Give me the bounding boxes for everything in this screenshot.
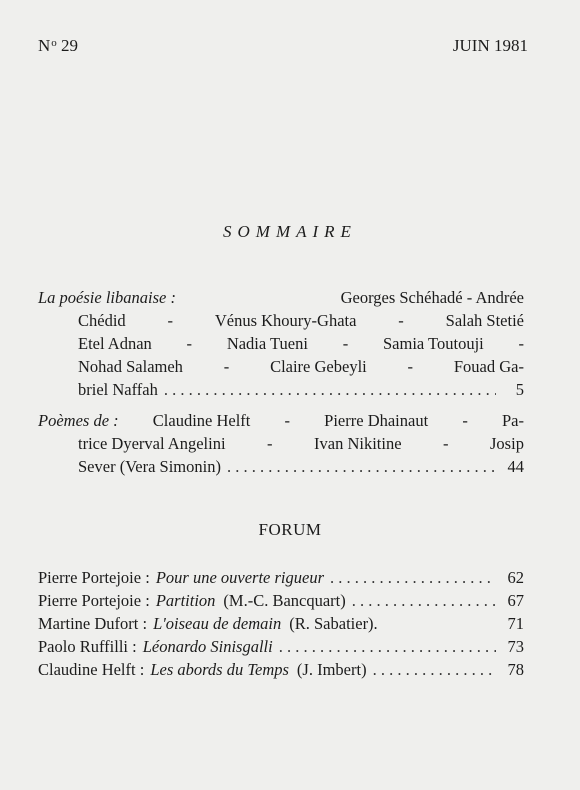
forum-list xyxy=(38,566,524,681)
forum-heading: FORUM xyxy=(258,520,322,539)
page-number: 5 xyxy=(515,380,524,399)
toc-text: - xyxy=(518,334,524,353)
toc-text: - xyxy=(223,357,230,376)
forum-entry xyxy=(38,658,524,681)
toc-line xyxy=(38,332,524,355)
entry-title: Les abords du Temps xyxy=(150,660,289,679)
entry-reviewer: (R. Sabatier). xyxy=(289,614,378,633)
page-number: 44 xyxy=(507,457,524,476)
toc-text: - xyxy=(342,334,349,353)
toc-line xyxy=(38,409,524,432)
entry-title: Léonardo Sinisgalli xyxy=(142,637,273,656)
entry-title: Pour une ouverte rigueur xyxy=(155,568,324,587)
toc-text: Nadia Tueni xyxy=(226,334,308,353)
toc-text: Claudine Helft xyxy=(152,411,251,430)
toc-text: Etel Adnan xyxy=(78,334,152,353)
toc-text: Fouad Ga- xyxy=(453,357,524,376)
entry-author: Pierre Portejoie : xyxy=(38,591,150,610)
entry-reviewer: (J. Imbert) xyxy=(296,660,367,679)
leader-dots xyxy=(373,658,496,681)
toc-text: - xyxy=(284,411,291,430)
issue-date: JUIN 1981 xyxy=(452,36,528,55)
forum-entry xyxy=(38,589,524,612)
entry-title: L'oiseau de demain xyxy=(153,614,282,633)
toc-text: Salah Stetié xyxy=(445,311,524,330)
toc-line xyxy=(38,455,524,478)
leader-dots xyxy=(227,455,496,478)
toc-line xyxy=(38,432,524,455)
entry-author: Claudine Helft : xyxy=(38,660,145,679)
forum-entry xyxy=(38,612,524,635)
toc-line xyxy=(38,309,524,332)
toc-text: - xyxy=(462,411,468,430)
toc-line xyxy=(38,378,524,401)
section-label: Poèmes de : xyxy=(38,411,119,430)
page-number: 71 xyxy=(507,614,524,633)
toc-text: - xyxy=(167,311,174,330)
toc-text: Pa- xyxy=(501,411,524,430)
issue-prefix: N xyxy=(38,36,51,55)
toc-text: Pierre Dhainaut xyxy=(324,411,429,430)
toc-text: Chédid xyxy=(78,311,126,330)
issue-number xyxy=(38,36,78,56)
toc-line-text: Georges Schéhadé - Andrée xyxy=(340,288,524,307)
page-number: 78 xyxy=(507,660,524,679)
toc-text: Ivan Nikitine xyxy=(314,434,402,453)
toc-text: - xyxy=(443,434,449,453)
toc-text: - xyxy=(186,334,193,353)
leader-dots xyxy=(164,378,496,401)
toc-text: Nohad Salameh xyxy=(78,357,183,376)
entry-reviewer: (M.-C. Bancquart) xyxy=(223,591,346,610)
issue-sup: o xyxy=(51,37,57,49)
entry-author: Paolo Ruffilli : xyxy=(38,637,137,656)
toc-text: Claire Gebeyli xyxy=(270,357,367,376)
toc-text: trice Dyerval Angelini xyxy=(78,434,226,453)
forum-entry xyxy=(38,635,524,658)
entry-author: Martine Dufort : xyxy=(38,614,148,633)
leader-dots xyxy=(330,566,496,589)
entry-title: Partition xyxy=(155,591,216,610)
sommaire-heading: SOMMAIRE xyxy=(223,222,357,241)
toc-text: Samia Toutouji xyxy=(382,334,484,353)
toc-text: briel Naffah xyxy=(78,380,158,399)
section-label: La poésie libanaise : xyxy=(38,288,176,307)
leader-dots xyxy=(279,635,496,658)
toc-line xyxy=(38,355,524,378)
toc-entry-poesie-libanaise xyxy=(38,286,524,401)
page-number: 67 xyxy=(507,591,524,610)
toc-text: - xyxy=(407,357,414,376)
page-number: 62 xyxy=(507,568,524,587)
toc-text: - xyxy=(398,311,404,330)
issue-number-value: 29 xyxy=(61,36,79,55)
forum-entry xyxy=(38,566,524,589)
toc-text: Sever (Vera Simonin) xyxy=(78,457,221,476)
entry-author: Pierre Portejoie : xyxy=(38,568,150,587)
toc-text: Vénus Khoury-Ghata xyxy=(214,311,357,330)
toc-line xyxy=(38,286,524,309)
toc-text: - xyxy=(267,434,273,453)
leader-dots xyxy=(352,589,496,612)
toc-text: Josip xyxy=(490,434,524,453)
page-number: 73 xyxy=(507,637,524,656)
toc-entry-poemes xyxy=(38,409,524,478)
